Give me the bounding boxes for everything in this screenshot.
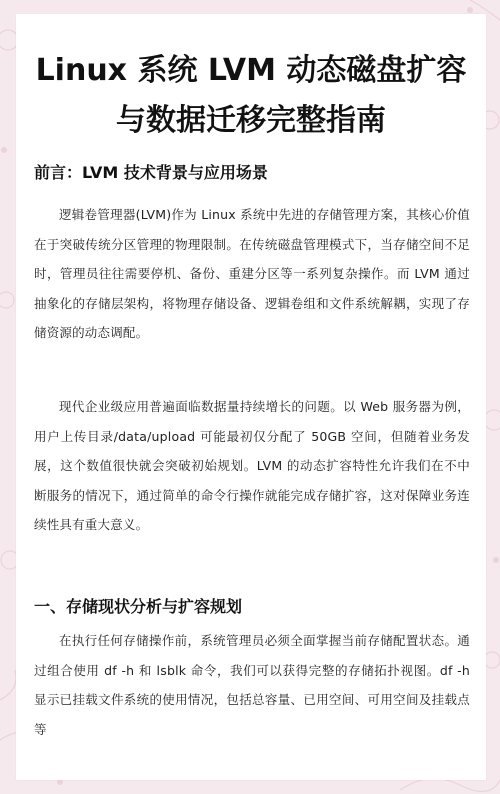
- paragraph-preface-2: 现代企业级应用普遍面临数据量持续增长的问题。以 Web 服务器为例，用户上传目录/data/upload 可能最初仅分配了 50GB 空间，但随着业务发展，这个数值很快就会突破初始规划。LVM 的动态扩容特性允许我们在不中断服务的情况下，通过简单的命令行操作就能完成存储扩容，这对保障业务连续性具有重大意义。: [34, 399, 470, 532]
- section-heading-preface: 前言：LVM 技术背景与应用场景: [34, 163, 268, 182]
- title-line-1: Linux 系统 LVM 动态磁盘扩容: [35, 53, 467, 88]
- page-title: [16, 46, 486, 146]
- document-page: [16, 14, 486, 780]
- paragraph-preface-1: 逻辑卷管理器(LVM)作为 Linux 系统中先进的存储管理方案，其核心价值在于突破传统分区管理的物理限制。在传统磁盘管理模式下，当存储空间不足时，管理员往往需要停机、备份、重建分区等一系列复杂操作。而 LVM 通过抽象化的存储层架构，将物理存储设备、逻辑卷组和文件系统解耦，实现了存储资源的动态调配。: [34, 207, 470, 340]
- title-line-2: 与数据迁移完整指南: [116, 103, 386, 138]
- section-heading-1: 一、存储现状分析与扩容规划: [34, 597, 243, 616]
- paragraph-section-1-1: 在执行任何存储操作前，系统管理员必须全面掌握当前存储配置状态。通过组合使用 df -h 和 lsblk 命令，我们可以获得完整的存储拓扑视图。df -h 显示已挂载文件系统的使用情况，包括总容量、已用空间、可用空间及挂载点等: [34, 633, 470, 737]
